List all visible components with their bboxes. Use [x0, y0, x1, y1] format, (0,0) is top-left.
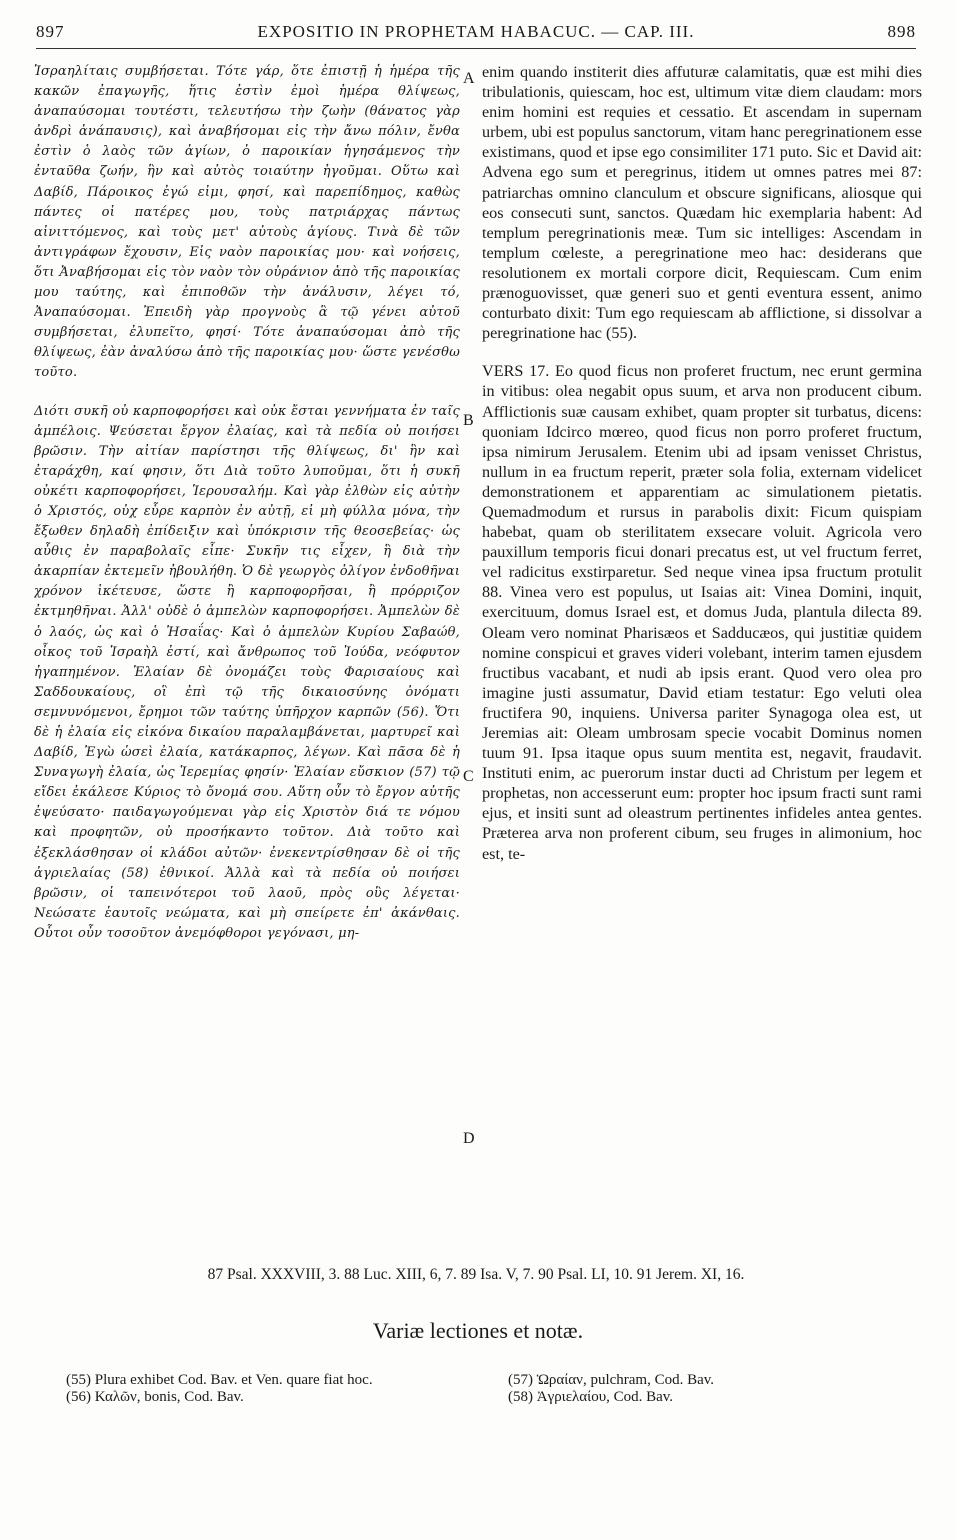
note-56: (56) Καλῶν, bonis, Cod. Bav. [66, 1389, 244, 1405]
page-number-right: 898 [887, 22, 916, 41]
footnotes: 87 Psal. XXXVIII, 3. 88 Luc. XIII, 6, 7. 89 Isa. V, 7. 90 Psal. LI, 10. 91 Jerem. XI, 16. [207, 1266, 745, 1283]
note-58: (58) Ἀγριελαίου, Cod. Bav. [508, 1389, 674, 1405]
running-title: EXPOSITIO IN PROPHETAM HABACUC. — CAP. III. [257, 22, 695, 41]
margin-marker-d: D [463, 1130, 475, 1147]
latin-paragraph-2: VERS 17. Eo quod ficus non proferet fructum, nec erunt germina in vitibus: olea negabit opus suum, et arva non producent cibum. Afflictionis suæ causam exhibet, quam propter sit turbatus, dicens: quoniam Idcirco mœreo, quod ficus non porro proferet fructum, ipsa nimirum Jerusalem. Etenim ubi ad ipsam venisset Christus, nullum in ea fructum reperit, præter sola folia, externam videlicet demonstrationem et apparentiam ac simulationem pietatis. Quemadmodum et rursus in parabolis dixit: Ficum quispiam habebat, quam ob sterilitatem exsecare voluit. Agricola vero pauxillum temporis ficui donari precatus est, ut vel fructum ferret, vel radicitus exstirparetur. Sed neque vinea ipsa fructum protulit 88. Vinea vero est populus, ut Isaias ait: Vinea Domini, inquit, exercituum, domus Israel est, et domus Juda, plantula dilecta 89. Oleam vero nominat Pharisæos et Sadducæos, qui justitiæ quidem nomine conspicui et graves videri volebant, interim tamen ejusdem fructibus vacabant, et nudi ab ipsis erant. Quod vero olea pro imagine justi assumatur, David etiam testatur: Ego veluti olea fructifera 90, inquiens. Universa pariter Synagoga olea est, ut Jeremias ait: Oleam umbrosam specie vocabit Dominus nomen tuum 91. Ipsa itaque opus suum mentita est, negavit, fraudavit. Instituti enim, ac puerorum instar ducti ad Christum per legem et prophetas, non accesserunt eum: propter hoc ipsum fracti sunt rami ejus, et insiti sunt ad oleastrum pertinentes infideles antea gentes. Præterea arva non proferent cibum, seu fruges in alimonium, hoc est, te- [482, 362, 922, 863]
note-57: (57) Ὡραίαν, pulchram, Cod. Bav. [508, 1372, 715, 1388]
margin-marker-b: B [463, 412, 474, 429]
greek-column [34, 62, 460, 1252]
greek-paragraph-2: Διότι συκῆ οὐ καρποφορήσει καὶ οὐκ ἔσται γεννήματα ἐν ταῖς ἀμπέλοις. Ψεύσεται ἔργον ἐλαίας, καὶ τὰ πεδία οὐ ποιήσει βρῶσιν. Τὴν αἰτίαν παρίστησι τῆς θλίψεως, δι' ἣν καὶ ἐταράχθη, καί φησιν, ὅτι Διὰ τοῦτο λυποῦμαι, ὅτι ἡ συκῆ οὐκέτι καρποφορήσει, Ἱερουσαλήμ. Καὶ γὰρ ἐλθὼν εἰς αὐτὴν ὁ Χριστός, οὐχ εὗρε καρπὸν ἐν αὐτῇ, εἰ μὴ φύλλα μόνα, τὴν ἔξωθεν δηλαδὴ ἐπίδειξιν καὶ ὑπόκρισιν τῆς θεοσεβείας· ὡς αὖθις ἐν παραβολαῖς εἶπε· Συκῆν τις εἶχεν, ἣ διὰ τὴν ἀκαρπίαν ἐκτεμεῖν ἠβουλήθη. Ὁ δὲ γεωργὸς ὀλίγον ἐνδοθῆναι χρόνον ἱκέτευσε, ὥστε ἢ καρποφορῆσαι, ἢ πρόρριζον ἐκτμηθῆναι. Ἀλλ' οὐδὲ ὁ ἀμπελὼν καρποφορήσει. Ἀμπελὼν δὲ ὁ λαός, ὡς καὶ ὁ Ἠσαΐας· Καὶ ὁ ἀμπελὼν Κυρίου Σαβαώθ, οἶκος τοῦ Ἰσραὴλ ἐστί, καὶ ἄνθρωπος τοῦ Ἰούδα, νεόφυτον ἠγαπημένον. Ἐλαίαν δὲ ὀνομάζει τοὺς Φαρισαίους καὶ Σαδδουκαίους, οἳ ἐπὶ τῷ τῆς δικαιοσύνης ὀνόματι σεμνυνόμενοι, ἔρημοι τῶν ταύτης ὑπῆρχον καρπῶν (56). Ὅτι δὲ ἡ ἐλαία εἰς εἰκόνα δικαίου παραλαμβάνεται, μαρτυρεῖ καὶ Δαβίδ, Ἐγὼ ὡσεὶ ἐλαία, κατάκαρπος, λέγων. Καὶ πᾶσα δὲ ἡ Συναγωγὴ ἐλαία, ὡς Ἱερεμίας φησίν· Ἐλαίαν εὔσκιον (57) τῷ εἴδει ἐκάλεσε Κύριος τὸ ὄνομά σου. Αὕτη οὖν τὸ ἔργον αὐτῆς ἐψεύσατο· παιδαγωγούμεναι γὰρ εἰς Χριστὸν διά τε νόμου καὶ προφητῶν, οὐ προσήκαντο τοῦτον. Διὰ τοῦτο καὶ ἐξεκλάσθησαν οἱ κλάδοι αὐτῶν· ἐνεκεντρίσθησαν δὲ οἱ τῆς ἀγριελαίας (58) ἐθνικοί. Ἀλλὰ καὶ τὰ πεδία οὐ ποιήσει βρῶσιν, οἱ ταπεινότεροι τοῦ λαοῦ, πρὸς οὓς λέγεται· Νεώσατε ἑαυτοῖς νεώματα, καὶ μὴ σπείρετε ἐπ' ἀκάνθαις. Οὗτοι οὖν τοσοῦτον ἀνεμόφθοροι γεγόνασι, μη- [34, 403, 460, 941]
margin-marker-a: A [463, 70, 475, 87]
page-number-left: 897 [36, 22, 65, 41]
note-55: (55) Plura exhibet Cod. Bav. et Ven. quare fiat hoc. [66, 1372, 373, 1388]
notes-left-column [66, 1372, 466, 1406]
notes-title: Variæ lectiones et notæ. [372, 1318, 584, 1343]
notes-right-column [508, 1372, 908, 1406]
running-header [36, 22, 916, 49]
latin-paragraph-1: enim quando institerit dies affuturæ calamitatis, quæ est mihi dies tribulationis, quiescam, hoc est, ultimum vitæ diem claudam: mors enim homini est requies et cessatio. Et ascendam in supernam urbem, ubi est populus sanctorum, vitam hanc peregrinationem esse existimans, quod et ipse ego consimiliter 171 puto. Sic et David ait: Advena ego sum et peregrinus, itidem ut omnes patres mei 87: patriarchas omnino clanculum et obscure significans, aliosque qui eos consecuti sunt, sanctos. Quædam hic exemplaria habent: Ad templum peregrinationis meæ. Tum sic intelliges: Ascendam in templum cœleste, a peregrinatione meo hac: desiderans que resolutionem ex mortali corpore dicit, Requiescam. Cum enim prænoguovisset, quæ generi suo et genti eventura essent, animo conturbato dixit: Tum ego requiescam ab afflictione, si dissolvar a peregrinatione hac (55). [482, 63, 922, 343]
greek-paragraph-1: Ἰσραηλίταις συμβήσεται. Τότε γάρ, ὅτε ἐπιστῇ ἡ ἡμέρα τῆς κακῶν ἐπαγωγῆς, ἥτις ἐστὶν ἐμοὶ ἡμέρα θλίψεως, ἀναπαύσομαι τουτέστι, τελευτήσω τὴν ζωὴν (θάνατος γὰρ ἀνδρὶ ἀνάπαυσις), καὶ ἀναβήσομαι εἰς τὴν ἄνω πόλιν, ἔνθα ἐστὶν ὁ λαὸς τῶν ἁγίων, ὁ παροικίαν ἡγησάμενος τὴν ἐνταῦθα ζωήν, ἣν καὶ αὐτὸς τοιαύτην ἡγοῦμαι. Οὕτω καὶ Δαβίδ, Πάροικος ἐγώ εἰμι, φησί, καὶ παρεπίδημος, καθὼς πάντες οἱ πατέρες μου, τοὺς πατριάρχας πάντως αἰνιττόμενος, καὶ τοὺς μετ' αὐτοὺς ἁγίους. Τινὰ δὲ τῶν ἀντιγράφων ἔχουσιν, Εἰς ναὸν παροικίας μου· καὶ νοήσεις, ὅτι Ἀναβήσομαι εἰς τὸν ναὸν τὸν οὐράνιον ἀπὸ τῆς παροικίας μου ταύτης, καὶ ἐπιποθῶν τὴν ἀνάλυσιν, λέγει τό, Ἀναπαύσομαι. Ἐπειδὴ γὰρ προγνοὺς ἃ τῷ γένει αὐτοῦ συμβήσεται, ἐλυπεῖτο, φησί· Τότε ἀναπαύσομαι ἀπὸ τῆς θλίψεως, ἐὰν ἀναλύσω ἀπὸ τῆς παροικίας μου· ὥστε γενέσθω τοῦτο. [34, 64, 460, 381]
margin-marker-c: C [463, 768, 474, 785]
latin-column [482, 62, 922, 1252]
